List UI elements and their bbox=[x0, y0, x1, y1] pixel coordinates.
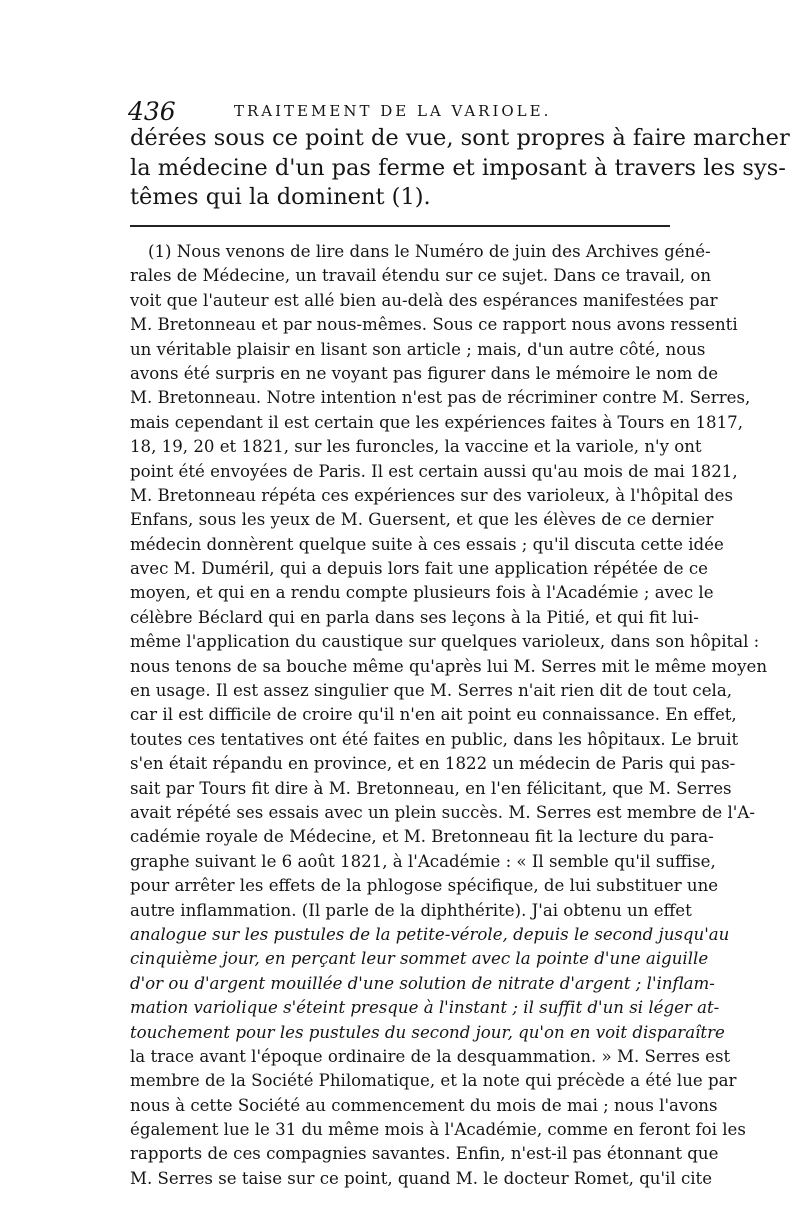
page-number: 436 bbox=[128, 97, 176, 126]
footnote-line: avons été surpris en ne voyant pas figurer dans le mémoire le nom de bbox=[130, 363, 719, 383]
footnote-line: avec M. Duméril, qui a depuis lors fait une application répétée de ce bbox=[130, 559, 708, 579]
footnote-line: 18, 19, 20 et 1821, sur les furoncles, la vaccine et la variole, n'y ont bbox=[130, 437, 702, 457]
footnote-line: nous tenons de sa bouche même qu'après lui M. Serres mit le même moyen bbox=[130, 656, 768, 676]
footnote-line: médecin donnèrent quelque suite à ces essais ; qu'il discuta cette idée bbox=[130, 534, 724, 554]
footnote bbox=[130, 240, 768, 1191]
footnote-line: M. Bretonneau répéta ces expériences sur des varioleux, à l'hôpital des bbox=[130, 485, 734, 505]
footnote-line: avait répété ses essais avec un plein succès. M. Serres est membre de l'A- bbox=[130, 802, 755, 822]
footnote-line: moyen, et qui en a rendu compte plusieurs fois à l'Académie ; avec le bbox=[130, 583, 714, 603]
footnote-line: un véritable plaisir en lisant son article ; mais, d'un autre côté, nous bbox=[130, 339, 706, 359]
footnote-line: toutes ces tentatives ont été faites en public, dans les hôpitaux. Le bruit bbox=[130, 729, 739, 749]
footnote-line: nous à cette Société au commencement du mois de mai ; nous l'avons bbox=[130, 1095, 718, 1115]
footnote-line: mation variolique s'éteint presque à l'instant ; il suffit d'un si léger at- bbox=[130, 998, 720, 1018]
page-header bbox=[128, 97, 673, 127]
footnote-line: même l'application du caustique sur quelques varioleux, dans son hôpital : bbox=[130, 632, 760, 652]
footnote-line: la trace avant l'époque ordinaire de la desquammation. » M. Serres est bbox=[130, 1046, 731, 1066]
footnote-line: Enfans, sous les yeux de M. Guersent, et que les élèves de ce dernier bbox=[130, 510, 714, 530]
main-text-line: dérées sous ce point de vue, sont propres à faire marcher bbox=[130, 125, 790, 151]
footnote-line: également lue le 31 du même mois à l'Académie, comme en feront foi les bbox=[130, 1120, 746, 1140]
footnote-line: cadémie royale de Médecine, et M. Bretonneau fit la lecture du para- bbox=[130, 827, 714, 847]
footnote-line: s'en était répandu en province, et en 1822 un médecin de Paris qui pas- bbox=[130, 754, 736, 774]
footnote-separator bbox=[130, 225, 670, 227]
main-text-line: la médecine d'un pas ferme et imposant à travers les sys- bbox=[130, 154, 786, 181]
footnote-line: graphe suivant le 6 août 1821, à l'Académie : « Il semble qu'il suffise, bbox=[130, 851, 716, 871]
footnote-line: car il est difficile de croire qu'il n'en ait point eu connaissance. En effet, bbox=[130, 705, 737, 725]
footnote-line: voit que l'auteur est allé bien au-delà des espérances manifestées par bbox=[130, 290, 718, 310]
footnote-line: point été envoyées de Paris. Il est certain aussi qu'au mois de mai 1821, bbox=[130, 461, 738, 481]
footnote-line: célèbre Béclard qui en parla dans ses leçons à la Pitié, et qui fit lui- bbox=[130, 607, 699, 627]
footnote-line: (1) Nous venons de lire dans le Numéro de juin des Archives géné- bbox=[148, 242, 711, 261]
footnote-line: autre inflammation. (Il parle de la diphthérite). J'ai obtenu un effet bbox=[130, 900, 692, 920]
footnote-line: touchement pour les pustules du second jour, qu'on en voit disparaître bbox=[130, 1022, 725, 1042]
main-text-line: têmes qui la dominent (1). bbox=[130, 184, 431, 210]
running-title: TRAITEMENT DE LA VARIOLE. bbox=[234, 102, 552, 120]
footnote-line: M. Bretonneau. Notre intention n'est pas de récriminer contre M. Serres, bbox=[130, 388, 751, 408]
footnote-line: M. Bretonneau et par nous-mêmes. Sous ce rapport nous avons ressenti bbox=[130, 315, 738, 335]
footnote-line: pour arrêter les effets de la phlogose spécifique, de lui substituer une bbox=[130, 876, 719, 896]
footnote-line: analogue sur les pustules de la petite-vérole, depuis le second jusqu'au bbox=[130, 924, 730, 944]
footnote-line: mais cependant il est certain que les expériences faites à Tours en 1817, bbox=[130, 412, 744, 432]
footnote-line: M. Serres se taise sur ce point, quand M. le docteur Romet, qu'il cite bbox=[130, 1168, 713, 1188]
footnote-line: rales de Médecine, un travail étendu sur ce sujet. Dans ce travail, on bbox=[130, 266, 712, 286]
footnote-line: cinquième jour, en perçant leur sommet avec la pointe d'une aiguille bbox=[130, 949, 709, 969]
footnote-line: d'or ou d'argent mouillée d'une solution de nitrate d'argent ; l'inflam- bbox=[130, 973, 715, 993]
footnote-line: sait par Tours fit dire à M. Bretonneau, en l'en félicitant, que M. Serres bbox=[130, 778, 732, 798]
footnote-line: membre de la Société Philomatique, et la note qui précède a été lue par bbox=[130, 1071, 737, 1091]
main-text bbox=[130, 124, 790, 213]
footnote-line: rapports de ces compagnies savantes. Enfin, n'est-il pas étonnant que bbox=[130, 1144, 719, 1164]
footnote-line: en usage. Il est assez singulier que M. Serres n'ait rien dit de tout cela, bbox=[130, 681, 732, 701]
